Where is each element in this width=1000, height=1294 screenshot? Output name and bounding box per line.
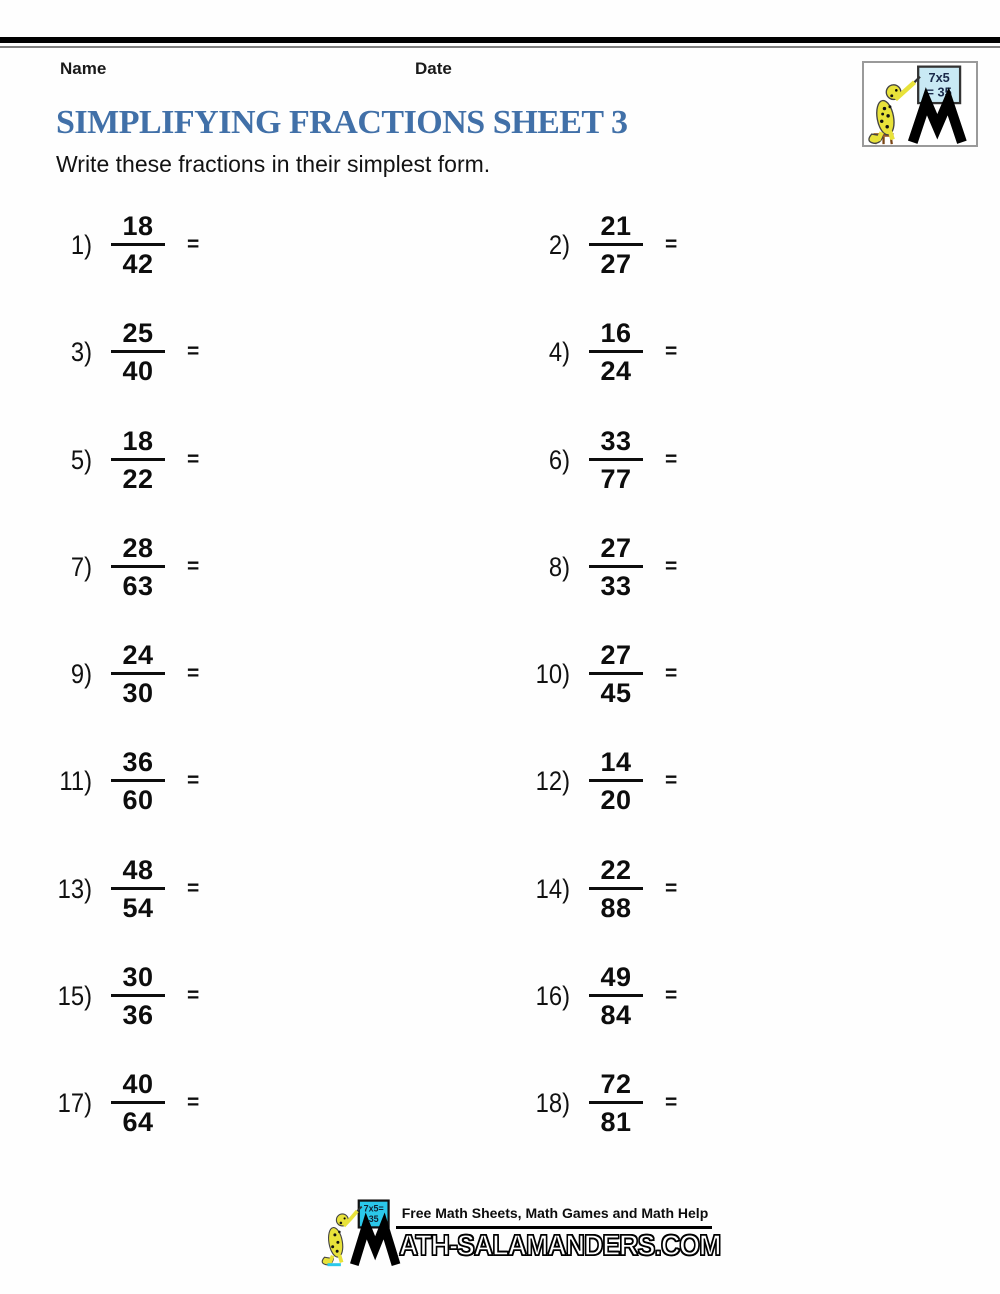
- fraction-denominator: 24: [600, 356, 632, 386]
- equals-sign: =: [665, 555, 678, 578]
- problem-item: [518, 200, 677, 290]
- problem-number-label: 2): [548, 229, 570, 260]
- equals-sign: =: [665, 877, 678, 900]
- equals-sign: =: [665, 448, 678, 471]
- fraction: [588, 748, 644, 815]
- problem-number-label: 16): [535, 980, 570, 1011]
- fraction-denominator: 36: [122, 1000, 154, 1030]
- fraction-numerator: 22: [589, 856, 642, 890]
- equals-sign: =: [187, 984, 200, 1007]
- problem-number-label: 14): [535, 873, 570, 904]
- fraction-denominator: 22: [122, 464, 154, 494]
- footer-chalkboard-text-line1: 7x5=: [363, 1203, 384, 1214]
- fraction-numerator: 30: [111, 963, 164, 997]
- fraction-denominator: 54: [122, 893, 154, 923]
- problem-number-label: 17): [57, 1087, 92, 1118]
- problem-number-label: 5): [70, 444, 92, 475]
- date-field-label: Date: [415, 59, 452, 78]
- problem-number-label: 6): [548, 444, 570, 475]
- footer-divider-line: [396, 1226, 712, 1229]
- fraction: [588, 319, 644, 386]
- problem-item: [518, 307, 677, 397]
- fraction: [110, 641, 166, 708]
- fraction-denominator: 63: [122, 571, 154, 601]
- fraction: [588, 534, 644, 601]
- problem-item: [518, 629, 677, 719]
- equals-sign: =: [187, 233, 200, 256]
- fraction: [588, 427, 644, 494]
- equals-sign: =: [665, 233, 678, 256]
- footer-salamander-logo: [320, 1196, 402, 1270]
- problem-item: [40, 844, 199, 934]
- fraction-numerator: 72: [589, 1070, 642, 1104]
- fraction: [588, 1070, 644, 1137]
- problem-item: [40, 736, 199, 826]
- equals-sign: =: [665, 1091, 678, 1114]
- footer-tagline: Free Math Sheets, Math Games and Math Help: [401, 1205, 709, 1221]
- page-instructions: Write these fractions in their simplest form.: [56, 151, 491, 177]
- fraction-numerator: 18: [111, 427, 164, 461]
- fraction-denominator: 77: [600, 464, 632, 494]
- problem-number-label: 9): [70, 658, 92, 689]
- footer-logo: [320, 1196, 402, 1275]
- fraction: [110, 963, 166, 1030]
- problem-number-label: 3): [70, 336, 92, 367]
- fraction: [588, 212, 644, 279]
- fraction-denominator: 88: [600, 893, 632, 923]
- fraction-denominator: 60: [122, 785, 154, 815]
- problem-number-label: 4): [548, 336, 570, 367]
- fraction: [110, 534, 166, 601]
- footer-m-letter-glyph: [354, 1226, 396, 1265]
- equals-sign: =: [665, 340, 678, 363]
- fraction: [588, 856, 644, 923]
- problem-item: [518, 522, 677, 612]
- equals-sign: =: [187, 877, 200, 900]
- fraction-denominator: 20: [600, 785, 632, 815]
- equals-sign: =: [187, 555, 200, 578]
- fraction: [110, 856, 166, 923]
- fraction: [110, 212, 166, 279]
- fraction-numerator: 49: [589, 963, 642, 997]
- fraction-numerator: 21: [589, 212, 642, 246]
- fraction-denominator: 40: [122, 356, 154, 386]
- equals-sign: =: [665, 662, 678, 685]
- fraction-denominator: 81: [600, 1107, 632, 1137]
- footer-salamander-body: [326, 1226, 344, 1258]
- equals-sign: =: [665, 984, 678, 1007]
- problem-item: [518, 951, 677, 1041]
- problem-item: [40, 522, 199, 612]
- equals-sign: =: [187, 448, 200, 471]
- footer-chalkboard-text-line2: 35: [368, 1214, 379, 1225]
- problem-number-label: 8): [548, 551, 570, 582]
- equals-sign: =: [187, 340, 200, 363]
- problem-item: [518, 415, 677, 505]
- fraction: [588, 963, 644, 1030]
- fraction-denominator: 64: [122, 1107, 154, 1137]
- problem-number-label: 12): [535, 765, 570, 796]
- problem-item: [40, 200, 199, 290]
- chalkboard-text-line1: 7x5: [928, 70, 950, 86]
- fraction-denominator: 27: [600, 249, 632, 279]
- fraction-numerator: 40: [111, 1070, 164, 1104]
- problem-item: [40, 1058, 199, 1148]
- equals-sign: =: [187, 662, 200, 685]
- problem-number-label: 7): [70, 551, 92, 582]
- equals-sign: =: [665, 769, 678, 792]
- problem-item: [40, 629, 199, 719]
- problem-item: [40, 307, 199, 397]
- fraction-numerator: 16: [589, 319, 642, 353]
- fraction-numerator: 28: [111, 534, 164, 568]
- fraction-denominator: 45: [600, 678, 632, 708]
- equals-sign: =: [187, 769, 200, 792]
- fraction-numerator: 33: [589, 427, 642, 461]
- problem-number-label: 10): [535, 658, 570, 689]
- fraction: [110, 748, 166, 815]
- name-field-label: Name: [60, 59, 107, 78]
- fraction-numerator: 27: [589, 641, 642, 675]
- equals-sign: =: [187, 1091, 200, 1114]
- page-title: SIMPLIFYING FRACTIONS SHEET 3: [56, 104, 628, 141]
- fraction-numerator: 18: [111, 212, 164, 246]
- problem-item: [518, 1058, 677, 1148]
- fraction-numerator: 14: [589, 748, 642, 782]
- fraction: [110, 319, 166, 386]
- problem-item: [40, 415, 199, 505]
- fraction-denominator: 84: [600, 1000, 632, 1030]
- fraction: [110, 1070, 166, 1137]
- fraction: [588, 641, 644, 708]
- problem-item: [518, 844, 677, 934]
- fraction-numerator: 36: [111, 748, 164, 782]
- problem-item: [518, 736, 677, 826]
- problem-item: [40, 951, 199, 1041]
- chalkboard-text-line2: = 35: [926, 84, 952, 100]
- problem-number-label: 13): [57, 873, 92, 904]
- footer-stool: [327, 1263, 340, 1266]
- footer-wordmark: ATH-SALAMANDERS.COM: [399, 1230, 721, 1262]
- fraction-numerator: 25: [111, 319, 164, 353]
- fraction-denominator: 30: [122, 678, 154, 708]
- problem-number-label: 18): [535, 1087, 570, 1118]
- fraction-numerator: 24: [111, 641, 164, 675]
- fraction-denominator: 33: [600, 571, 632, 601]
- problem-number-label: 15): [57, 980, 92, 1011]
- fraction-numerator: 48: [111, 856, 164, 890]
- problem-number-label: 11): [59, 765, 92, 796]
- footer-salamander-eye: [344, 1217, 346, 1219]
- fraction-numerator: 27: [589, 534, 642, 568]
- fraction: [110, 427, 166, 494]
- problem-number-label: 1): [70, 229, 92, 260]
- fraction-denominator: 42: [122, 249, 154, 279]
